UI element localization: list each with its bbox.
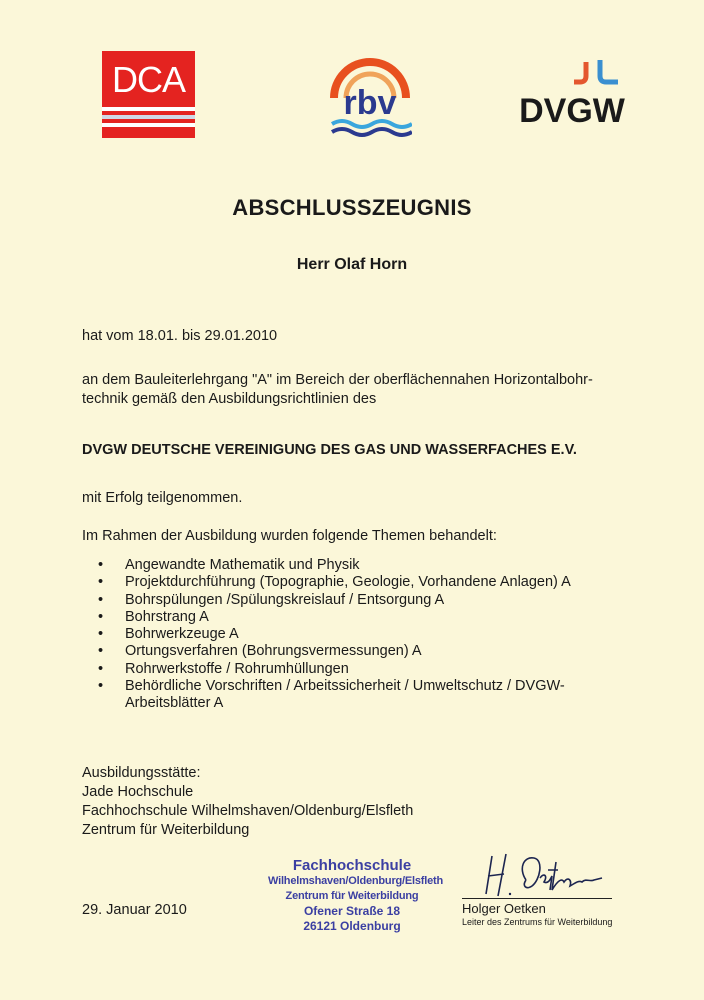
- handwritten-signature: [478, 850, 608, 902]
- rbv-logo: [328, 54, 412, 140]
- topic-item: • Rohrwerkstoffe / Rohrumhüllungen: [96, 661, 571, 678]
- course-description-line2: technik gemäß den Ausbildungsrichtlinien des: [82, 391, 377, 407]
- organization-name: DVGW DEUTSCHE VEREINIGUNG DES GAS UND WASSERFACHES E.V.: [82, 442, 577, 458]
- topic-item: • Bohrstrang A: [96, 609, 571, 626]
- course-period: hat vom 18.01. bis 29.01.2010: [82, 328, 278, 344]
- recipient-name: Herr Olaf Horn: [296, 256, 408, 273]
- training-site-line: Jade Hochschule: [82, 784, 194, 800]
- signature-line: [462, 898, 612, 899]
- institution-stamp: [268, 857, 444, 934]
- stamp-line: Zentrum für Weiterbildung: [285, 890, 419, 902]
- topic-item: • Projektdurchführung (Topographie, Geologie, Vorhandene Anlagen) A: [96, 574, 571, 591]
- dvgw-logo: [512, 56, 632, 128]
- dca-logo-stripe: [102, 123, 195, 127]
- stamp-line: 26121 Oldenburg: [303, 919, 401, 933]
- course-description-line1: an dem Bauleiterlehrgang "A" im Bereich der oberflächennahen Horizontalbohr-: [82, 372, 593, 388]
- certificate-title: ABSCHLUSSZEUGNIS: [232, 195, 472, 220]
- stamp-line: Wilhelmshaven/Oldenburg/Elsfleth: [268, 875, 444, 887]
- dvgw-logo-text: DVGW: [519, 92, 625, 128]
- completion-result: mit Erfolg teilgenommen.: [82, 490, 243, 506]
- topic-item: • Behördliche Vorschriften / Arbeitssicherheit / Umweltschutz / DVGW-: [96, 678, 571, 695]
- signer-role: Leiter des Zentrums für Weiterbildung: [462, 917, 613, 927]
- topic-item-continuation: Arbeitsblätter A: [125, 695, 224, 712]
- dca-logo-stripe: [102, 115, 195, 119]
- signer-name: Holger Oetken: [462, 901, 546, 916]
- issue-date: 29. Januar 2010: [82, 902, 187, 918]
- training-site: [82, 764, 413, 840]
- topics-intro: Im Rahmen der Ausbildung wurden folgende Themen behandelt:: [82, 528, 497, 544]
- training-site-label: Ausbildungsstätte:: [82, 765, 201, 781]
- training-site-line: Zentrum für Weiterbildung: [82, 822, 250, 838]
- dca-logo-text: DCA: [111, 59, 185, 100]
- topic-item: • Bohrspülungen /Spülungskreislauf / Entsorgung A: [96, 592, 571, 609]
- topic-item: • Ortungsverfahren (Bohrungsvermessungen) A: [96, 643, 571, 660]
- dca-logo-stripe: [102, 107, 195, 111]
- topics-list: [96, 557, 571, 713]
- dca-logo: [102, 51, 195, 138]
- topic-item: • Bohrwerkzeuge A: [96, 626, 571, 643]
- training-site-line: Fachhochschule Wilhelmshaven/Oldenburg/Elsfleth: [82, 803, 414, 819]
- stamp-line: Fachhochschule: [292, 857, 412, 874]
- topic-item: • Angewandte Mathematik und Physik: [96, 557, 571, 574]
- rbv-logo-text: rbv: [343, 84, 397, 122]
- stamp-line: Ofener Straße 18: [303, 904, 401, 918]
